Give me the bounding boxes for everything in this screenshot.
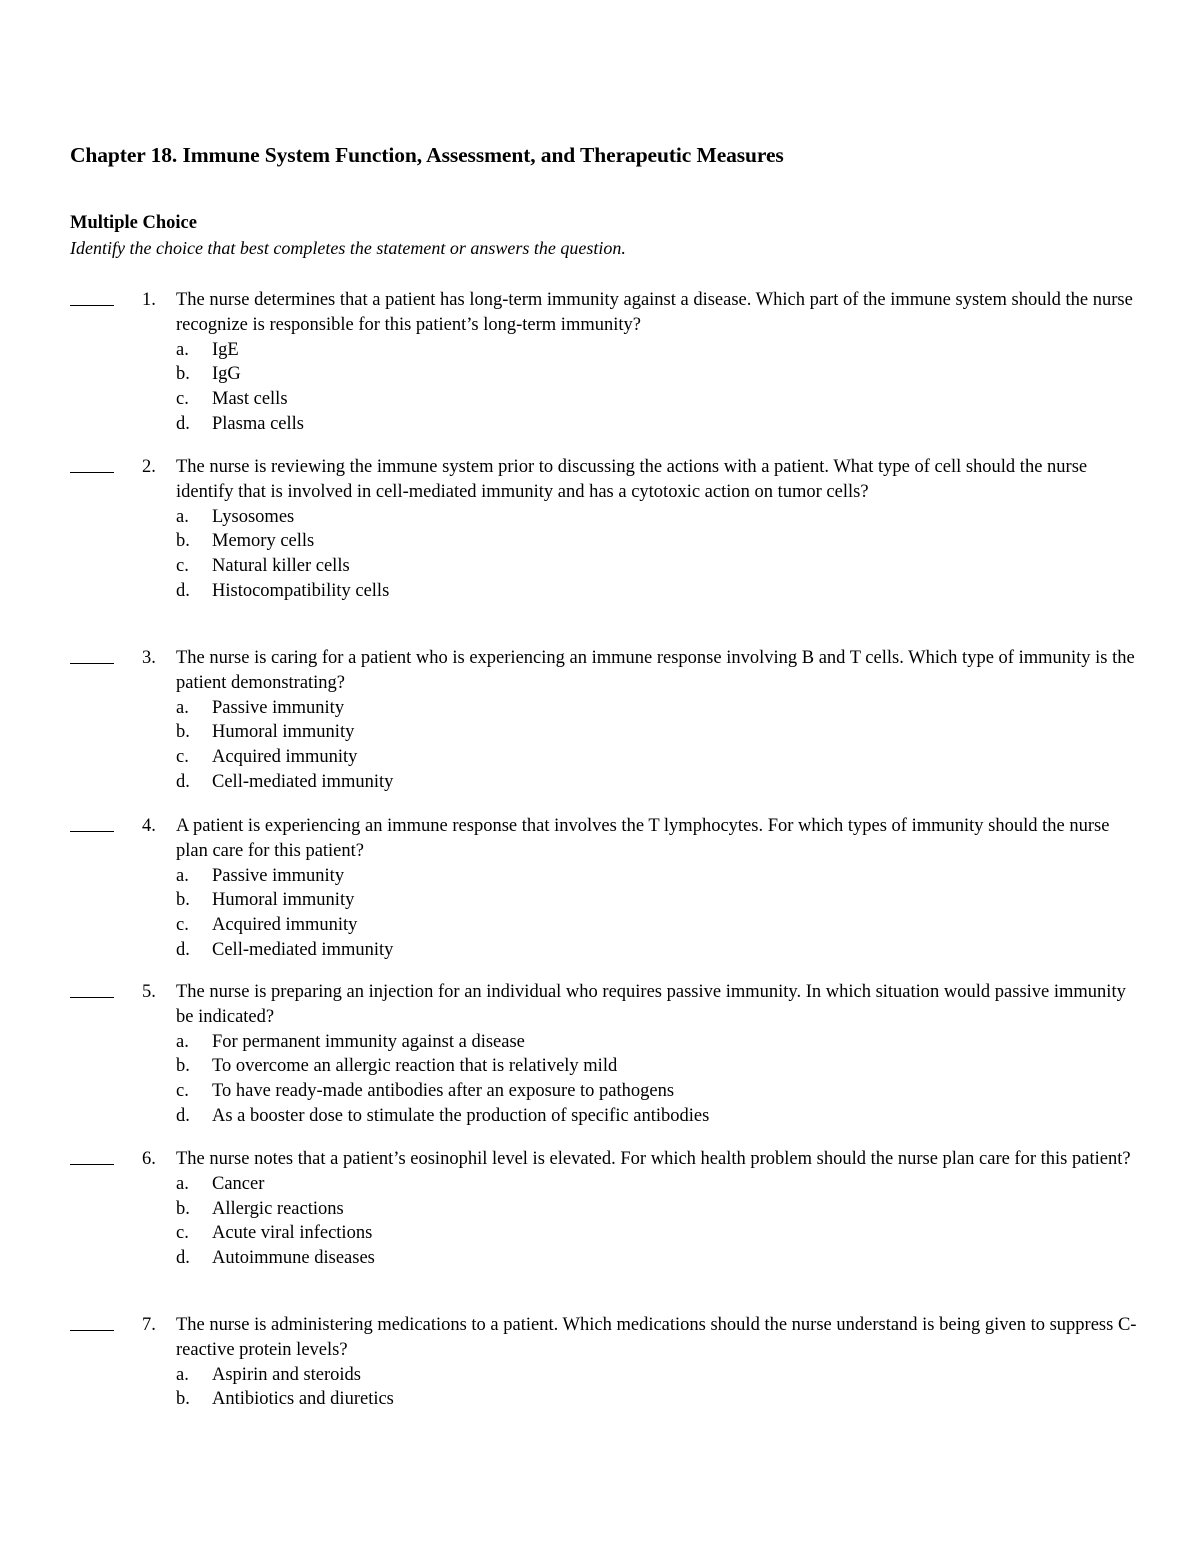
choice-text: Cancer bbox=[212, 1173, 265, 1194]
choice-letter: c. bbox=[176, 747, 189, 768]
question-body bbox=[176, 814, 1138, 963]
choice-a bbox=[176, 1172, 1138, 1197]
choice-letter: d. bbox=[176, 939, 190, 960]
choice-a bbox=[176, 1030, 1138, 1055]
choice-b bbox=[176, 720, 1138, 745]
choice-letter: d. bbox=[176, 771, 190, 792]
choice-letter: d. bbox=[176, 1105, 190, 1126]
choice-letter: c. bbox=[176, 1223, 189, 1244]
question-stem: The nurse notes that a patient’s eosinophil level is elevated. For which health problem should the nurse plan care for this patient? bbox=[176, 1149, 1131, 1169]
choice-text: Antibiotics and diuretics bbox=[212, 1389, 394, 1410]
choice-letter: d. bbox=[176, 413, 190, 434]
question-number: 6. bbox=[142, 1149, 156, 1169]
answer-blank[interactable] bbox=[70, 455, 114, 480]
choice-text: Plasma cells bbox=[212, 413, 304, 434]
choice-d bbox=[176, 412, 1138, 437]
choice-c bbox=[176, 745, 1138, 770]
choice-c bbox=[176, 913, 1138, 938]
choice-text: IgE bbox=[212, 339, 239, 360]
choice-c bbox=[176, 387, 1138, 412]
question-number: 4. bbox=[142, 816, 156, 836]
choice-text: Acquired immunity bbox=[212, 915, 358, 936]
choice-letter: b. bbox=[176, 890, 190, 911]
choice-text: To have ready-made antibodies after an exposure to pathogens bbox=[212, 1081, 675, 1102]
choice-d bbox=[176, 1246, 1138, 1271]
choice-text: Acute viral infections bbox=[212, 1223, 373, 1244]
choice-text: Autoimmune diseases bbox=[212, 1248, 375, 1269]
instructions: Identify the choice that best completes the statement or answers the question. bbox=[70, 238, 626, 258]
answer-blank[interactable] bbox=[70, 288, 114, 313]
choice-a bbox=[176, 864, 1138, 889]
section-heading: Multiple Choice bbox=[70, 213, 197, 233]
choice-text: To overcome an allergic reaction that is relatively mild bbox=[212, 1056, 618, 1077]
choice-b bbox=[176, 888, 1138, 913]
choice-letter: a. bbox=[176, 697, 189, 718]
question-number: 3. bbox=[142, 648, 156, 668]
choice-letter: b. bbox=[176, 1056, 190, 1077]
question-number: 2. bbox=[142, 457, 156, 477]
choice-text: For permanent immunity against a disease bbox=[212, 1031, 525, 1052]
choice-letter: d. bbox=[176, 1248, 190, 1269]
choice-letter: c. bbox=[176, 1081, 189, 1102]
choice-letter: b. bbox=[176, 1198, 190, 1219]
choice-text: Mast cells bbox=[212, 389, 288, 410]
question-body bbox=[176, 1313, 1138, 1412]
choice-letter: a. bbox=[176, 506, 189, 527]
choice-a bbox=[176, 1363, 1138, 1388]
question-body bbox=[176, 455, 1138, 604]
question-stem: The nurse is administering medications to a patient. Which medications should the nurse understand is being given to suppress C-reactive protein levels? bbox=[176, 1315, 1137, 1360]
choice-d bbox=[176, 770, 1138, 795]
question-number: 5. bbox=[142, 982, 156, 1002]
choice-text: IgG bbox=[212, 364, 241, 385]
answer-blank[interactable] bbox=[70, 980, 114, 1005]
choice-d bbox=[176, 579, 1138, 604]
answer-blank[interactable] bbox=[70, 1313, 114, 1338]
choice-text: Acquired immunity bbox=[212, 747, 358, 768]
question-stem: The nurse determines that a patient has long-term immunity against a disease. Which part of the immune system should the nurse recognize is responsible for this patient’s long-term immunity? bbox=[176, 290, 1133, 335]
choice-text: Allergic reactions bbox=[212, 1198, 344, 1219]
question-body bbox=[176, 980, 1138, 1129]
question-number: 1. bbox=[142, 290, 156, 310]
choice-letter: c. bbox=[176, 556, 189, 577]
choice-c bbox=[176, 1079, 1138, 1104]
chapter-title: Chapter 18. Immune System Function, Assessment, and Therapeutic Measures bbox=[70, 143, 784, 167]
question-body bbox=[176, 646, 1138, 795]
answer-blank[interactable] bbox=[70, 646, 114, 671]
choice-letter: a. bbox=[176, 1364, 189, 1385]
choice-letter: a. bbox=[176, 1031, 189, 1052]
choice-text: Humoral immunity bbox=[212, 722, 355, 743]
question-body bbox=[176, 1147, 1138, 1271]
question-stem: The nurse is preparing an injection for an individual who requires passive immunity. In which situation would passive immunity be indicated? bbox=[176, 982, 1126, 1027]
answer-blank[interactable] bbox=[70, 814, 114, 839]
choice-b bbox=[176, 529, 1138, 554]
choice-d bbox=[176, 1104, 1138, 1129]
choice-letter: b. bbox=[176, 364, 190, 385]
choice-b bbox=[176, 1387, 1138, 1412]
choice-a bbox=[176, 505, 1138, 530]
question-stem: The nurse is caring for a patient who is experiencing an immune response involving B and T cells. Which type of immunity is the patient demonstrating? bbox=[176, 648, 1135, 693]
answer-blank[interactable] bbox=[70, 1147, 114, 1172]
choice-letter: c. bbox=[176, 389, 189, 410]
choice-text: Passive immunity bbox=[212, 865, 345, 886]
choice-text: Cell-mediated immunity bbox=[212, 771, 394, 792]
choice-text: Humoral immunity bbox=[212, 890, 355, 911]
question-body bbox=[176, 288, 1138, 437]
choice-letter: b. bbox=[176, 722, 190, 743]
choice-text: Natural killer cells bbox=[212, 556, 350, 577]
choice-letter: d. bbox=[176, 580, 190, 601]
choice-letter: a. bbox=[176, 339, 189, 360]
choice-b bbox=[176, 362, 1138, 387]
question-stem: The nurse is reviewing the immune system prior to discussing the actions with a patient. What type of cell should the nurse identify that is involved in cell-mediated immunity and has a cytotoxic action on tumor cells? bbox=[176, 457, 1088, 502]
choice-a bbox=[176, 338, 1138, 363]
choice-letter: c. bbox=[176, 915, 189, 936]
choice-c bbox=[176, 554, 1138, 579]
choice-b bbox=[176, 1197, 1138, 1222]
choice-text: Histocompatibility cells bbox=[212, 580, 390, 601]
choice-d bbox=[176, 938, 1138, 963]
question-stem: A patient is experiencing an immune response that involves the T lymphocytes. For which types of immunity should the nurse plan care for this patient? bbox=[176, 816, 1110, 861]
choice-text: Memory cells bbox=[212, 531, 315, 552]
choice-letter: a. bbox=[176, 1173, 189, 1194]
choice-letter: b. bbox=[176, 531, 190, 552]
choice-text: Passive immunity bbox=[212, 697, 345, 718]
choice-text: As a booster dose to stimulate the production of specific antibodies bbox=[212, 1105, 710, 1126]
choice-letter: a. bbox=[176, 865, 189, 886]
choice-a bbox=[176, 696, 1138, 721]
choice-c bbox=[176, 1221, 1138, 1246]
choice-text: Lysosomes bbox=[212, 506, 295, 527]
question-number: 7. bbox=[142, 1315, 156, 1335]
choice-b bbox=[176, 1054, 1138, 1079]
choice-letter: b. bbox=[176, 1389, 190, 1410]
choice-text: Cell-mediated immunity bbox=[212, 939, 394, 960]
choice-text: Aspirin and steroids bbox=[212, 1364, 362, 1385]
